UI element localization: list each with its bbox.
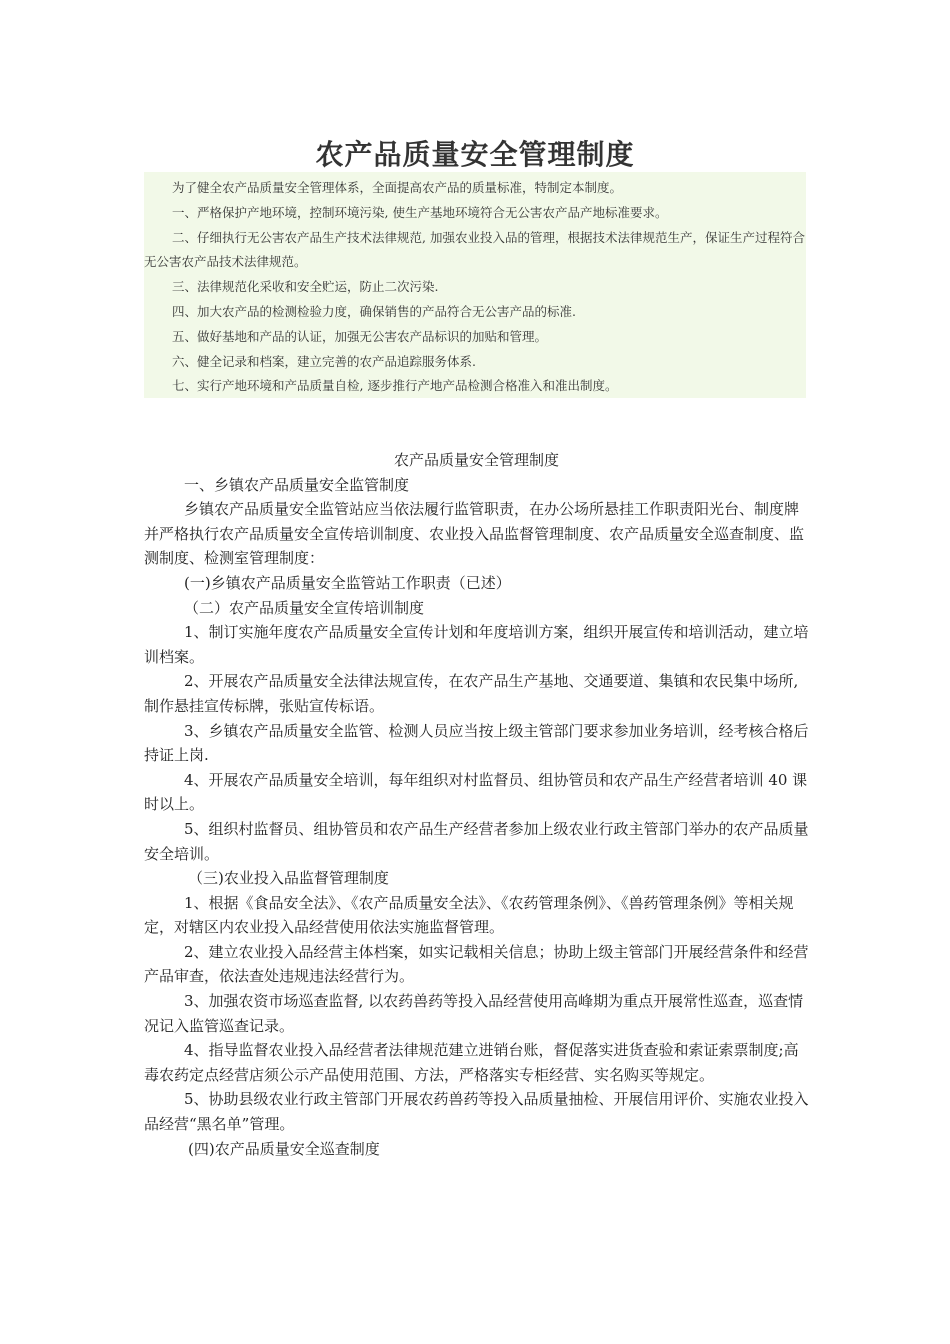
subsection-heading: （三)农业投入品监督管理制度: [188, 869, 389, 888]
subsection-heading: (四)农产品质量安全巡查制度: [188, 1139, 380, 1158]
document-body: [144, 448, 809, 1161]
body-paragraph: 乡镇农产品质量安全监管站应当依法履行监管职责，在办公场所悬挂工作职责阳光台、制度牌并严格执行农产品质量安全宣传培训制度、农业投入品监督管理制度、农产品质量安全巡查制度、监测制度、检测室管理制度：: [144, 500, 805, 568]
section-heading: 一、乡镇农产品质量安全监管制度: [184, 475, 410, 494]
summary-paragraph: 为了健全农产品质量安全管理体系，全面提高农产品的质量标准，特制定本制度。: [172, 180, 623, 195]
body-paragraph: 1、根据《食品安全法》、《农产品质量安全法》、《农药管理条例》、《兽药管理条例》等相关规定，对辖区内农业投入品经营使用依法实施监督管理。: [144, 893, 794, 937]
summary-box: [144, 172, 806, 398]
body-paragraph: 5、组织村监督员、组协管员和农产品生产经营者参加上级农业行政主管部门举办的农产品质量安全培训。: [144, 819, 809, 863]
body-paragraph: 5、协助县级农业行政主管部门开展农药兽药等投入品质量抽检、开展信用评价、实施农业投入品经营“黑名单”管理。: [144, 1090, 809, 1134]
summary-paragraph: 四、加大农产品的检测检验力度，确保销售的产品符合无公害产品的标准.: [172, 303, 576, 319]
subsection-heading: (一)乡镇农产品质量安全监管站工作职责（已述）: [184, 573, 511, 592]
body-paragraph: 3、乡镇农产品质量安全监管、检测人员应当按上级主管部门要求参加业务培训，经考核合格后持证上岗.: [144, 721, 809, 765]
body-paragraph: 1、制订实施年度农产品质量安全宣传计划和年度培训方案，组织开展宣传和培训活动，建立培训档案。: [144, 623, 809, 666]
summary-paragraph: 一、严格保护产地环境，控制环境污染, 使生产基地环境符合无公害农产品产地标准要求。: [172, 204, 668, 220]
document-title: 农产品质量安全管理制度: [315, 138, 635, 171]
summary-paragraph: 七、实行产地环境和产品质量自检, 逐步推行产地产品检测合格准入和准出制度。: [172, 378, 618, 394]
subsection-heading: （二）农产品质量安全宣传培训制度: [184, 598, 425, 617]
body-paragraph: 2、开展农产品质量安全法律法规宣传，在农产品生产基地、交通要道、集镇和农民集中场所,制作悬挂宣传标牌，张贴宣传标语。: [144, 672, 799, 715]
summary-paragraph: 五、做好基地和产品的认证，加强无公害农产品标识的加贴和管理。: [172, 328, 548, 344]
summary-paragraph: 二、仔细执行无公害农产品生产技术法律规范, 加强农业投入品的管理，根据技术法律规范生产，保证生产过程符合无公害农产品技术法律规范。: [144, 229, 805, 270]
body-paragraph: 4、开展农产品质量安全培训，每年组织对村监督员、组协管员和农产品生产经营者培训 40 课时以上。: [144, 770, 808, 814]
summary-paragraph: 六、健全记录和档案，建立完善的农产品追踪服务体系.: [172, 353, 476, 369]
body-paragraph: 2、建立农业投入品经营主体档案，如实记载相关信息；协助上级主管部门开展经营条件和经营产品审查，依法查处违规违法经营行为。: [144, 942, 809, 986]
section-subtitle: 农产品质量安全管理制度: [393, 451, 559, 469]
body-paragraph: 4、指导监督农业投入品经营者法律规范建立进销台账，督促落实进货查验和索证索票制度;高毒农药定点经营店须公示产品使用范围、方法，严格落实专柜经营、实名购买等规定。: [144, 1041, 799, 1084]
summary-paragraph: 三、法律规范化采收和安全贮运，防止二次污染.: [172, 279, 439, 295]
body-paragraph: 3、加强农资市场巡查监督, 以农药兽药等投入品经营使用高峰期为重点开展常性巡查，巡查情况记入监管巡查记录。: [144, 992, 804, 1035]
